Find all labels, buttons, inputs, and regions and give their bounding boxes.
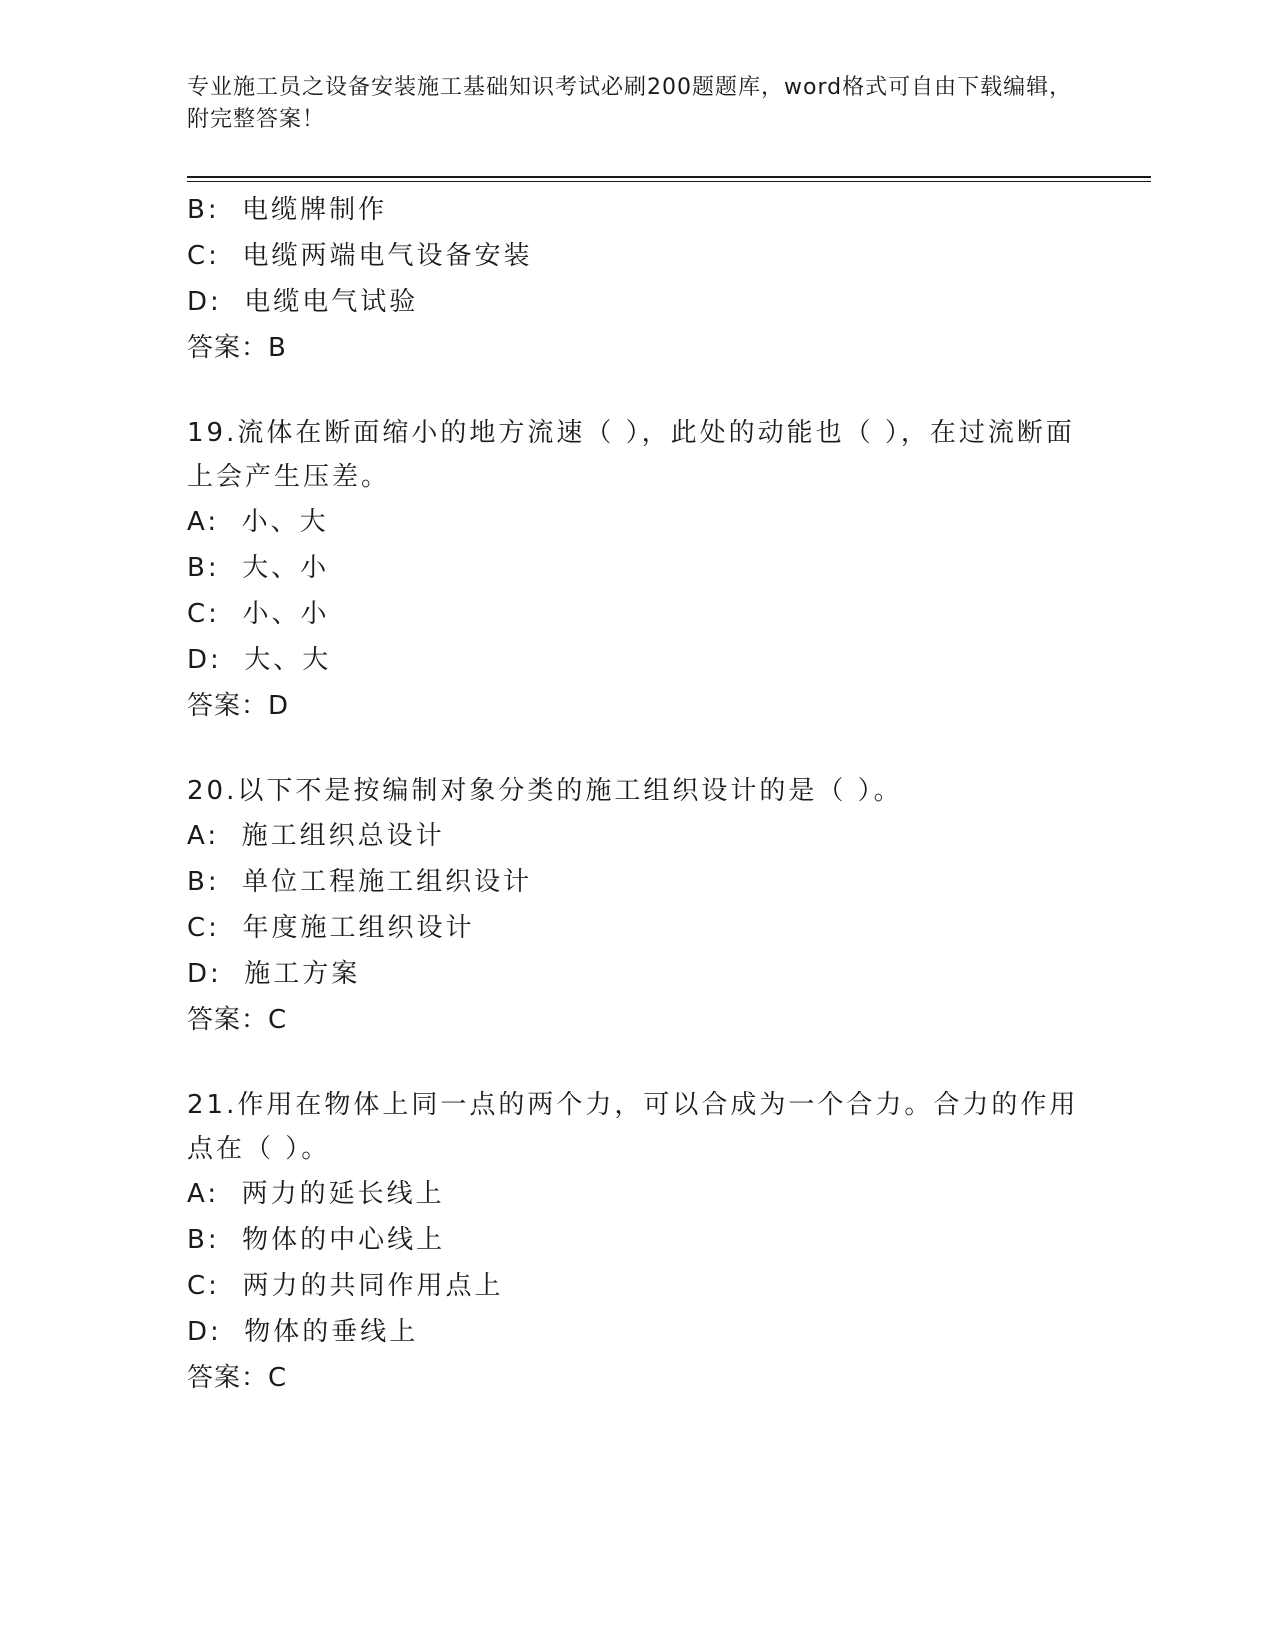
spacer bbox=[187, 729, 1087, 769]
spacer bbox=[187, 371, 1087, 411]
option-a: A: 两力的延长线上 bbox=[187, 1179, 445, 1209]
option-d: D: 物体的垂线上 bbox=[187, 1317, 419, 1347]
document-header: 专业施工员之设备安装施工基础知识考试必刷200题题库，word格式可自由下载编辑，附完整答案！ bbox=[187, 75, 1073, 132]
option-b: B: 物体的中心线上 bbox=[187, 1225, 446, 1255]
question-block-20 bbox=[187, 769, 1087, 1043]
option-b: B: 电缆牌制作 bbox=[187, 195, 388, 225]
option-a: A: 小、大 bbox=[187, 507, 329, 537]
option-d: D: 电缆电气试验 bbox=[187, 287, 419, 317]
question-block-21 bbox=[187, 1083, 1087, 1401]
spacer bbox=[187, 1043, 1087, 1083]
answer-line: 答案：C bbox=[187, 1363, 288, 1393]
option-b: B: 单位工程施工组织设计 bbox=[187, 867, 533, 897]
answer-line: 答案：C bbox=[187, 1005, 288, 1035]
option-c: C: 小、小 bbox=[187, 599, 330, 629]
question-block-19 bbox=[187, 411, 1087, 729]
header-divider-thin bbox=[187, 181, 1151, 182]
question-block-18 bbox=[187, 187, 1087, 371]
question-text: 20.以下不是按编制对象分类的施工组织设计的是（ ）。 bbox=[187, 776, 903, 806]
option-c: C: 电缆两端电气设备安装 bbox=[187, 241, 533, 271]
option-c: C: 两力的共同作用点上 bbox=[187, 1271, 504, 1301]
option-a: A: 施工组织总设计 bbox=[187, 821, 445, 851]
option-b: B: 大、小 bbox=[187, 553, 330, 583]
question-text: 21.作用在物体上同一点的两个力，可以合成为一个合力。合力的作用点在（ ）。 bbox=[187, 1090, 1079, 1164]
option-c: C: 年度施工组织设计 bbox=[187, 913, 475, 943]
question-text: 19.流体在断面缩小的地方流速（ ），此处的动能也（ ），在过流断面上会产生压差。 bbox=[187, 418, 1075, 492]
option-d: D: 施工方案 bbox=[187, 959, 361, 989]
header-divider-thick bbox=[187, 176, 1151, 178]
option-d: D: 大、大 bbox=[187, 645, 332, 675]
answer-line: 答案：D bbox=[187, 691, 290, 721]
answer-line: 答案：B bbox=[187, 333, 287, 363]
question-list bbox=[187, 187, 1087, 1401]
